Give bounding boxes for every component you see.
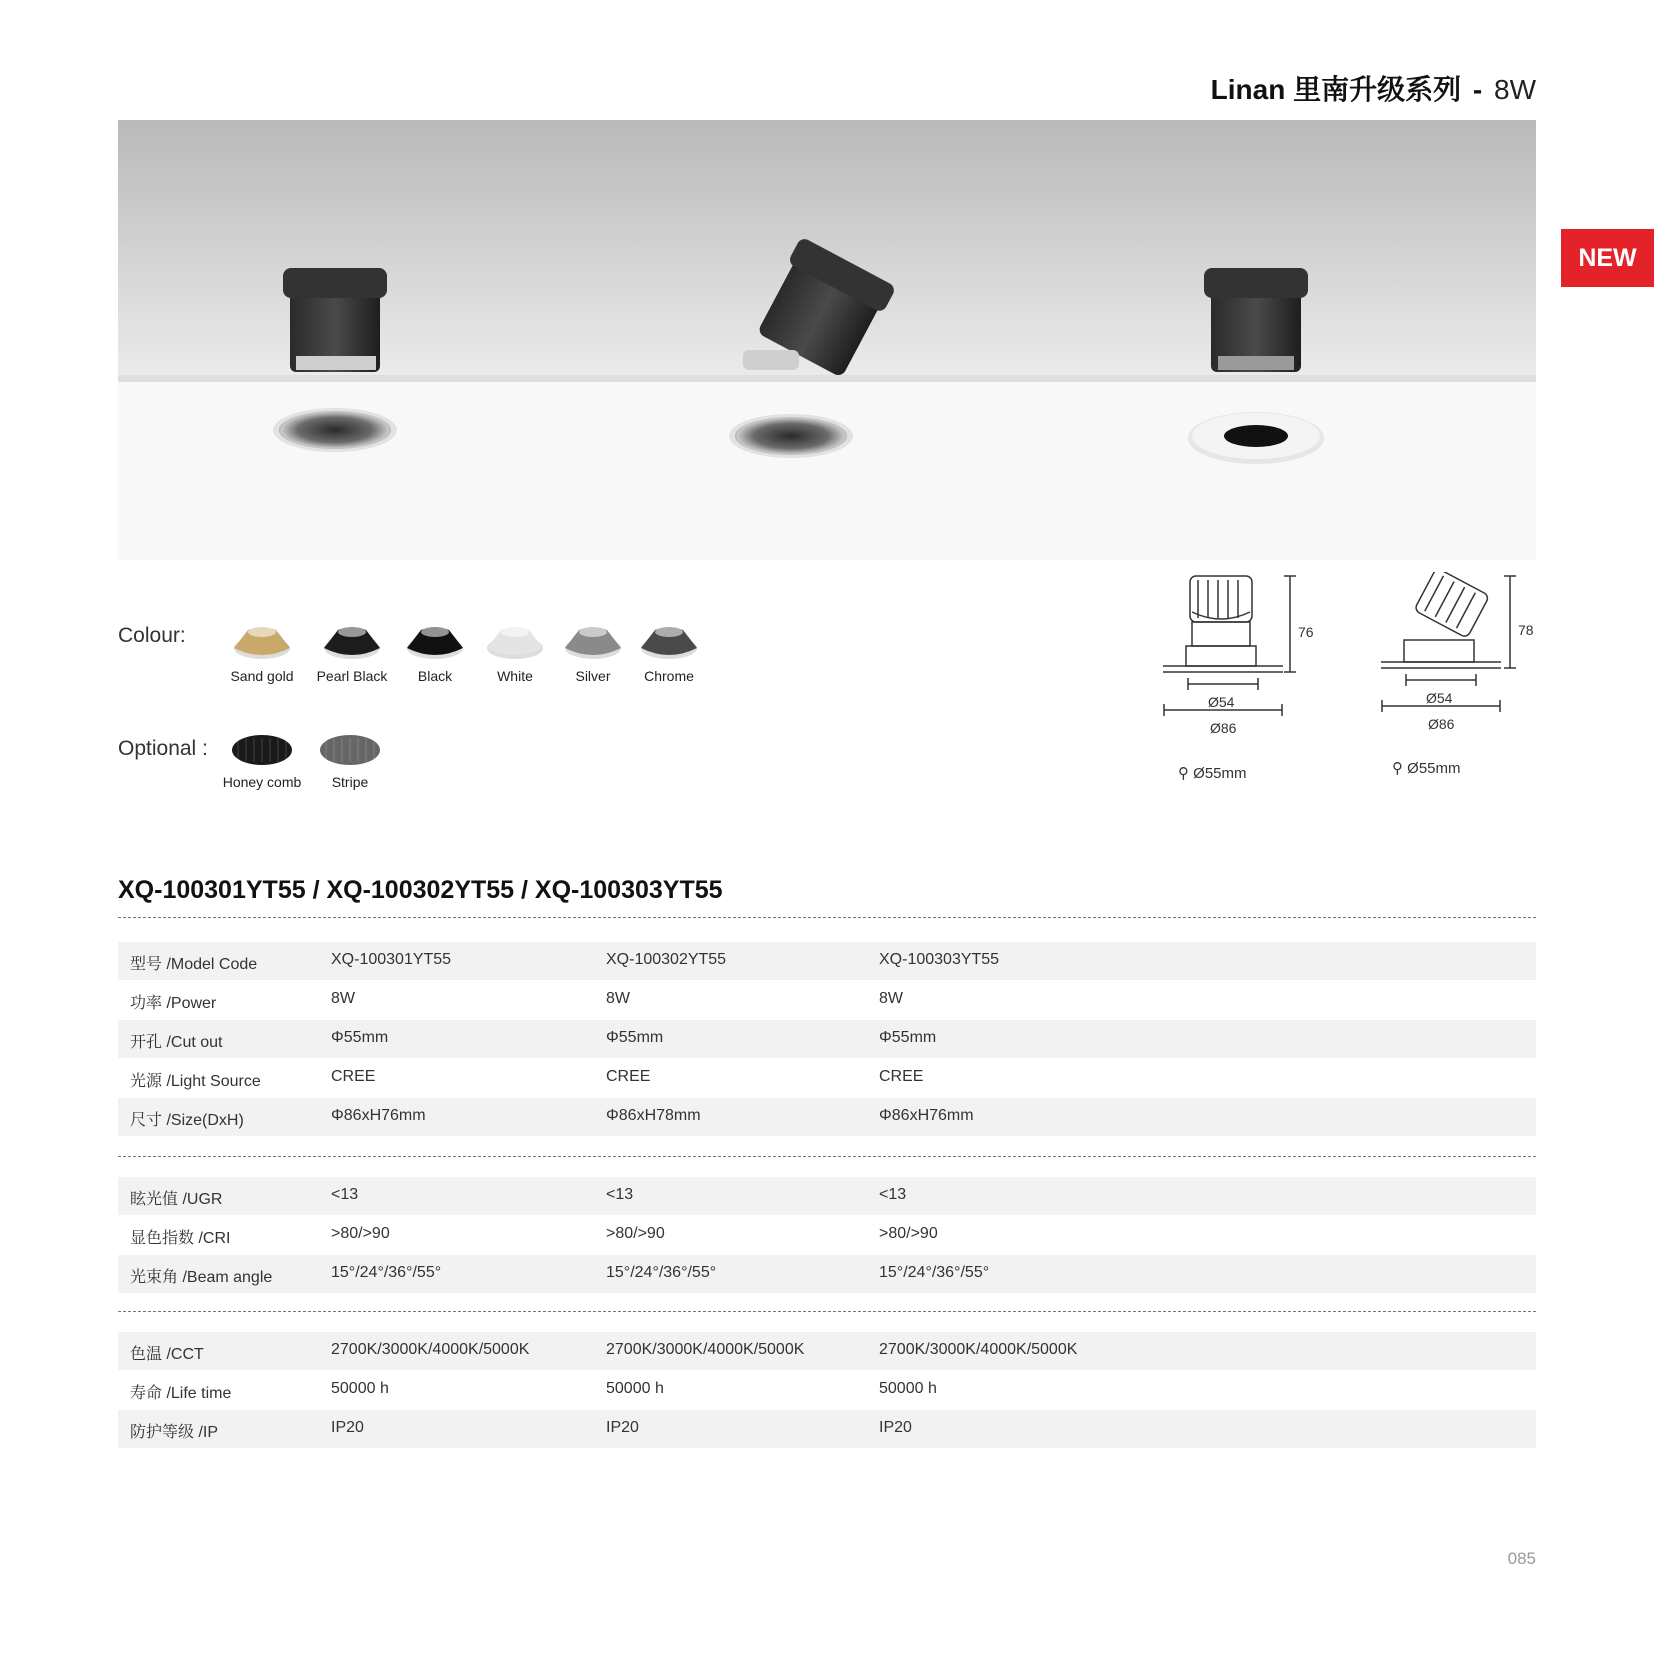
hole-saw-icon: ⚲ — [1178, 765, 1189, 782]
spec-value: CREE — [331, 1068, 376, 1085]
dimension-drawing-tilted — [1376, 572, 1534, 742]
spec-value: XQ-100301YT55 — [331, 951, 452, 968]
spec-value: <13 — [331, 1186, 359, 1203]
spec-value: 15°/24°/36°/55° — [331, 1264, 442, 1281]
spec-value: XQ-100303YT55 — [879, 951, 1000, 968]
dimension-drawing-fixed — [1158, 572, 1314, 742]
outer-diameter-label: Ø86 — [1210, 720, 1237, 736]
spec-label: 显色指数 /CRI — [130, 1230, 231, 1247]
height-label: 76 — [1298, 624, 1314, 640]
spec-value: >80/>90 — [331, 1225, 390, 1242]
cutout-info-1 — [1178, 764, 1247, 782]
spec-label: 光源 /Light Source — [130, 1073, 261, 1090]
spec-label: 尺寸 /Size(DxH) — [130, 1112, 244, 1129]
table-row — [118, 1255, 1536, 1293]
spec-label: 功率 /Power — [130, 995, 217, 1012]
series-name: Linan 里南升级系列 — [1210, 74, 1462, 105]
spec-value: IP20 — [879, 1419, 912, 1436]
fixed-lamp-drawing — [1158, 572, 1308, 737]
reflector-icon — [230, 622, 294, 662]
spec-value: IP20 — [606, 1419, 639, 1436]
spec-value: CREE — [606, 1068, 651, 1085]
spec-value: >80/>90 — [606, 1225, 665, 1242]
spec-value: <13 — [606, 1186, 634, 1203]
cutout-size: Ø55mm — [1193, 765, 1247, 782]
reflector-icon — [483, 622, 547, 662]
spec-value: 8W — [331, 990, 355, 1007]
spec-value: Φ86xH78mm — [606, 1107, 701, 1124]
section-divider — [118, 1156, 1536, 1157]
reflector-icon — [637, 622, 701, 662]
spec-value: 50000 h — [879, 1380, 937, 1397]
title-separator: - — [1472, 74, 1483, 105]
swatch-white[interactable] — [475, 622, 555, 684]
model-heading: XQ-100301YT55 / XQ-100302YT55 / XQ-100303YT55 — [118, 876, 723, 904]
swatch-pearl-black[interactable] — [312, 622, 392, 684]
spec-label: 开孔 /Cut out — [130, 1034, 223, 1051]
optional-label: Optional : — [118, 737, 208, 760]
spec-value: CREE — [879, 1068, 924, 1085]
colour-label: Colour: — [118, 624, 186, 647]
spec-value: Φ55mm — [606, 1029, 664, 1046]
section-divider — [118, 917, 1536, 918]
swatch-stripe[interactable] — [310, 728, 390, 790]
table-row — [118, 1371, 1536, 1409]
table-row — [118, 1177, 1536, 1215]
table-row — [118, 1216, 1536, 1254]
spec-value: 8W — [879, 990, 903, 1007]
table-row — [118, 942, 1536, 980]
table-row — [118, 1098, 1536, 1136]
hole-saw-icon: ⚲ — [1392, 760, 1403, 777]
cutout-info-2 — [1392, 759, 1461, 777]
swatch-silver[interactable] — [553, 622, 633, 684]
swatch-label: Honey comb — [222, 774, 302, 790]
spec-label: 型号 /Model Code — [130, 956, 258, 973]
spec-value: 2700K/3000K/4000K/5000K — [331, 1341, 530, 1358]
spec-value: 50000 h — [331, 1380, 389, 1397]
swatch-label: White — [497, 668, 533, 684]
section-divider — [118, 1311, 1536, 1312]
spec-label: 色温 /CCT — [130, 1346, 204, 1363]
spec-label: 防护等级 /IP — [130, 1424, 219, 1441]
table-row — [118, 1059, 1536, 1097]
swatch-label: Chrome — [644, 668, 694, 684]
accessory-icon — [318, 728, 382, 768]
swatch-label: Black — [417, 668, 453, 684]
spec-value: 15°/24°/36°/55° — [879, 1264, 990, 1281]
inner-diameter-label: Ø54 — [1426, 690, 1453, 706]
swatch-black[interactable] — [395, 622, 475, 684]
table-row — [118, 981, 1536, 1019]
table-row — [118, 1332, 1536, 1370]
spec-value: Φ55mm — [879, 1029, 937, 1046]
spec-value: Φ86xH76mm — [879, 1107, 974, 1124]
swatch-sand-gold[interactable] — [222, 622, 302, 684]
outer-diameter-label: Ø86 — [1428, 716, 1455, 732]
spec-value: <13 — [879, 1186, 907, 1203]
spec-value: Φ55mm — [331, 1029, 389, 1046]
swatch-label: Silver — [575, 668, 611, 684]
spec-value: 8W — [606, 990, 630, 1007]
spec-value: 2700K/3000K/4000K/5000K — [606, 1341, 805, 1358]
spec-label: 眩光值 /UGR — [130, 1191, 223, 1208]
swatch-chrome[interactable] — [629, 622, 709, 684]
spec-value: 50000 h — [606, 1380, 664, 1397]
spec-value: >80/>90 — [879, 1225, 938, 1242]
page-number: 085 — [1507, 1549, 1536, 1568]
inner-diameter-label: Ø54 — [1208, 694, 1235, 710]
spec-value: IP20 — [331, 1419, 364, 1436]
spec-value: 2700K/3000K/4000K/5000K — [879, 1341, 1078, 1358]
swatch-label: Pearl Black — [316, 668, 388, 684]
reflector-icon — [561, 622, 625, 662]
table-row — [118, 1410, 1536, 1448]
table-row — [118, 1020, 1536, 1058]
spec-label: 光束角 /Beam angle — [130, 1269, 273, 1286]
swatch-label: Stripe — [331, 774, 369, 790]
reflector-icon — [403, 622, 467, 662]
spec-label: 寿命 /Life time — [130, 1385, 232, 1402]
product-render-svg — [118, 120, 1536, 560]
accessory-icon — [230, 728, 294, 768]
series-power: 8W — [1494, 74, 1536, 105]
swatch-label: Sand gold — [230, 668, 294, 684]
swatch-honey-comb[interactable] — [222, 728, 302, 790]
reflector-icon — [320, 622, 384, 662]
height-label: 78 — [1518, 622, 1534, 638]
product-hero-image — [118, 120, 1536, 560]
lamp-1 — [273, 268, 397, 452]
spec-value: XQ-100302YT55 — [606, 951, 727, 968]
spec-value: 15°/24°/36°/55° — [606, 1264, 717, 1281]
new-badge: NEW — [1561, 229, 1654, 287]
page-title — [1211, 68, 1536, 108]
spec-value: Φ86xH76mm — [331, 1107, 426, 1124]
tilted-lamp-drawing — [1376, 572, 1526, 737]
cutout-size: Ø55mm — [1407, 760, 1461, 777]
